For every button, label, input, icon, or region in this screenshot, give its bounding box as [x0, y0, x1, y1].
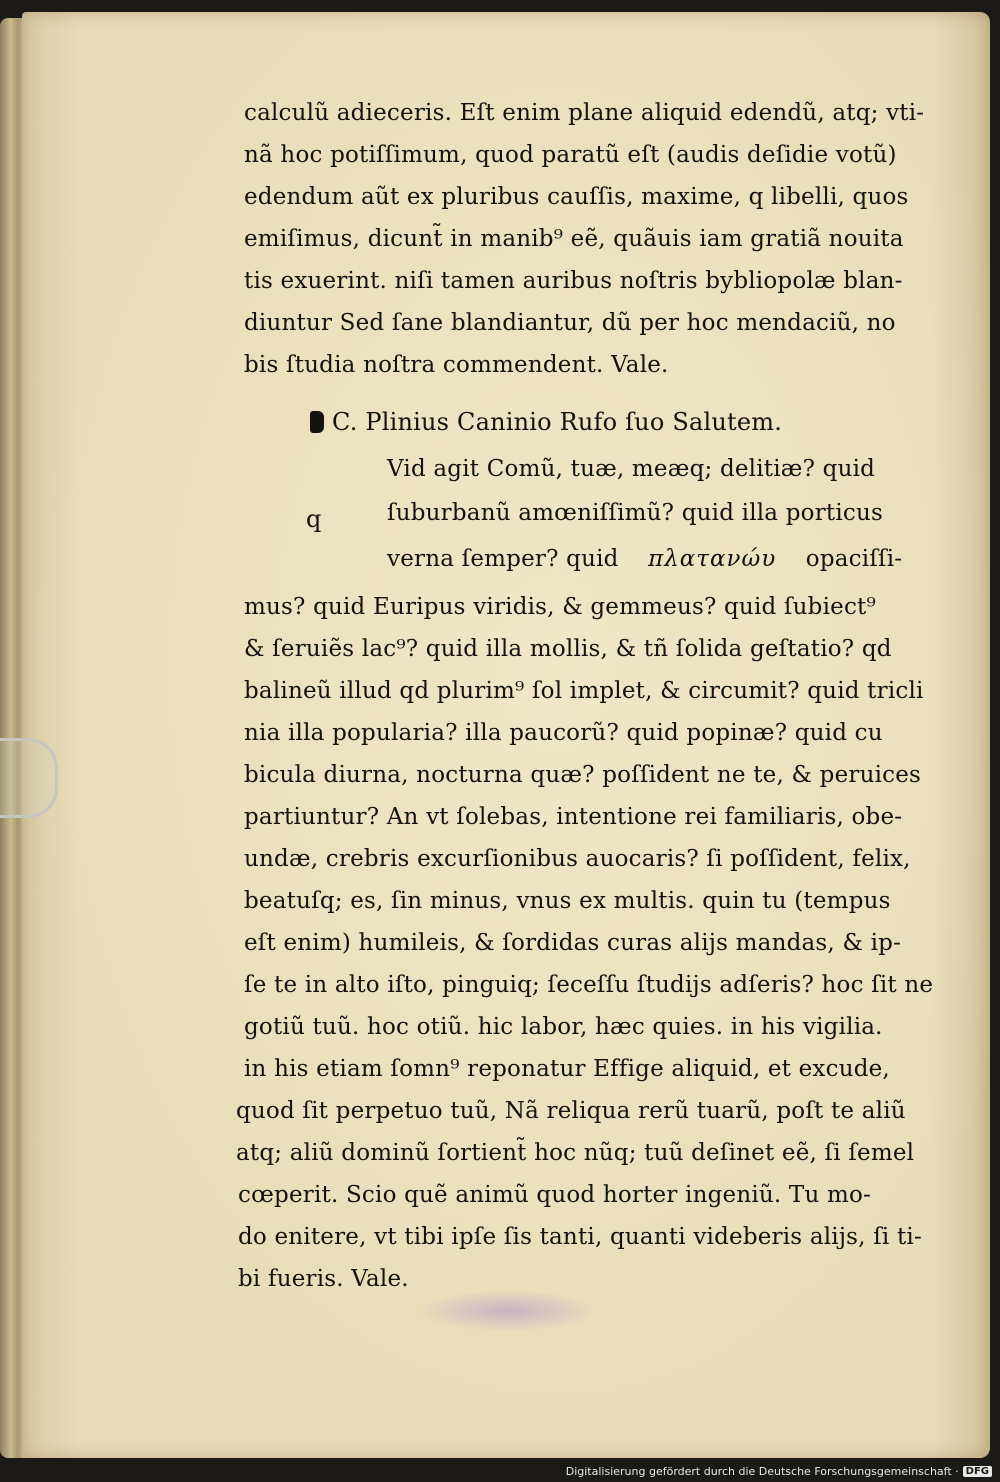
text-line: gotiũ tuũ. hoc otiũ. hic labor, hæc quies. in his vigilia. [244, 1014, 883, 1040]
text-fragment: verna ſemper? quid [387, 546, 619, 572]
text-line: bicula diurna, nocturna quæ? poſſident ne te, & peruices [244, 762, 922, 788]
text-line: mus? quid Euripus viridis, & gemmeus? quid ſubiect⁹ [244, 594, 876, 620]
metal-clip [0, 738, 58, 818]
text-line: calculũ adieceris. Eſt enim plane aliquid edendũ, atq; vti- [244, 100, 925, 126]
paragraph-mark-icon [310, 411, 324, 433]
text-line: quod ſit perpetuo tuũ, Nã reliqua rerũ tuarũ, poſt te aliũ [236, 1098, 906, 1124]
text-line: edendum aũt ex pluribus cauſſis, maxime, q libelli, quos [244, 184, 909, 210]
text-line: eſt enim) humileis, & ſordidas curas alijs mandas, & ip- [244, 930, 902, 956]
text-line: nia illa popularia? illa paucorũ? quid popinæ? quid cu [244, 720, 883, 746]
text-line: ſuburbanũ amœniſſimũ? quid illa porticus [387, 500, 883, 526]
text-line: bis ſtudia noſtra commendent. Vale. [244, 352, 669, 378]
text-line: & ſeruiẽs lac⁹? quid illa mollis, & tñ ſolida geſtatio? qd [244, 636, 892, 662]
text-line: balineũ illud qd plurim⁹ ſol implet, & circumit? quid tricli [244, 678, 924, 704]
footer-text: Digitalisierung gefördert durch die Deutsche Forschungsgemeinschaft · [565, 1465, 959, 1478]
text-line-with-greek [387, 546, 902, 572]
drop-initial-guide: q [306, 505, 322, 533]
letter-heading [310, 408, 782, 436]
text-line: cœperit. Scio quẽ animũ quod horter ingeniũ. Tu mo- [238, 1182, 872, 1208]
text-line: bi fueris. Vale. [238, 1266, 409, 1292]
text-line: emiſimus, dicunt̃ in manib⁹ eẽ, quãuis iam gratiã nouita [244, 226, 904, 252]
text-line: undæ, crebris excurſionibus auocaris? ſi poſſident, felix, [244, 846, 911, 872]
text-line: Vid agit Comũ, tuæ, meæq; delitiæ? quid [387, 456, 876, 482]
text-line: diuntur Sed ſane blandiantur, dũ per hoc mendaciũ, no [244, 310, 896, 336]
greek-word: πλατανώυ [648, 546, 777, 572]
text-fragment: opaciſſi- [805, 546, 903, 572]
text-line: tis exuerint. niſi tamen auribus noſtris bybliopolæ blan- [244, 268, 903, 294]
text-line: in his etiam ſomn⁹ reponatur Effige aliquid, et excude, [244, 1056, 890, 1082]
text-line: ſe te in alto iſto, pinguiq; ſeceſſu ſtudijs adſeris? hoc ſit ne [244, 972, 934, 998]
footer-credit [566, 1465, 992, 1478]
text-line: beatuſq; es, ſin minus, vnus ex multis. quin tu (tempus [244, 888, 891, 914]
library-stamp-mark [418, 1290, 598, 1332]
dfg-logo: DFG [963, 1466, 992, 1477]
heading-text: C. Plinius Caninio Rufo ſuo Salutem. [332, 408, 783, 436]
text-line: nã hoc potiſſimum, quod paratũ eſt (audis deſidie votũ) [244, 142, 897, 168]
text-line: atq; aliũ dominũ ſortient̃ hoc nũq; tuũ deſinet eẽ, ſi ſemel [236, 1140, 915, 1166]
text-line: do enitere, vt tibi ipſe ſis tanti, quanti videberis alijs, ſi ti- [238, 1224, 922, 1250]
text-line: partiuntur? An vt ſolebas, intentione rei familiaris, obe- [244, 804, 903, 830]
